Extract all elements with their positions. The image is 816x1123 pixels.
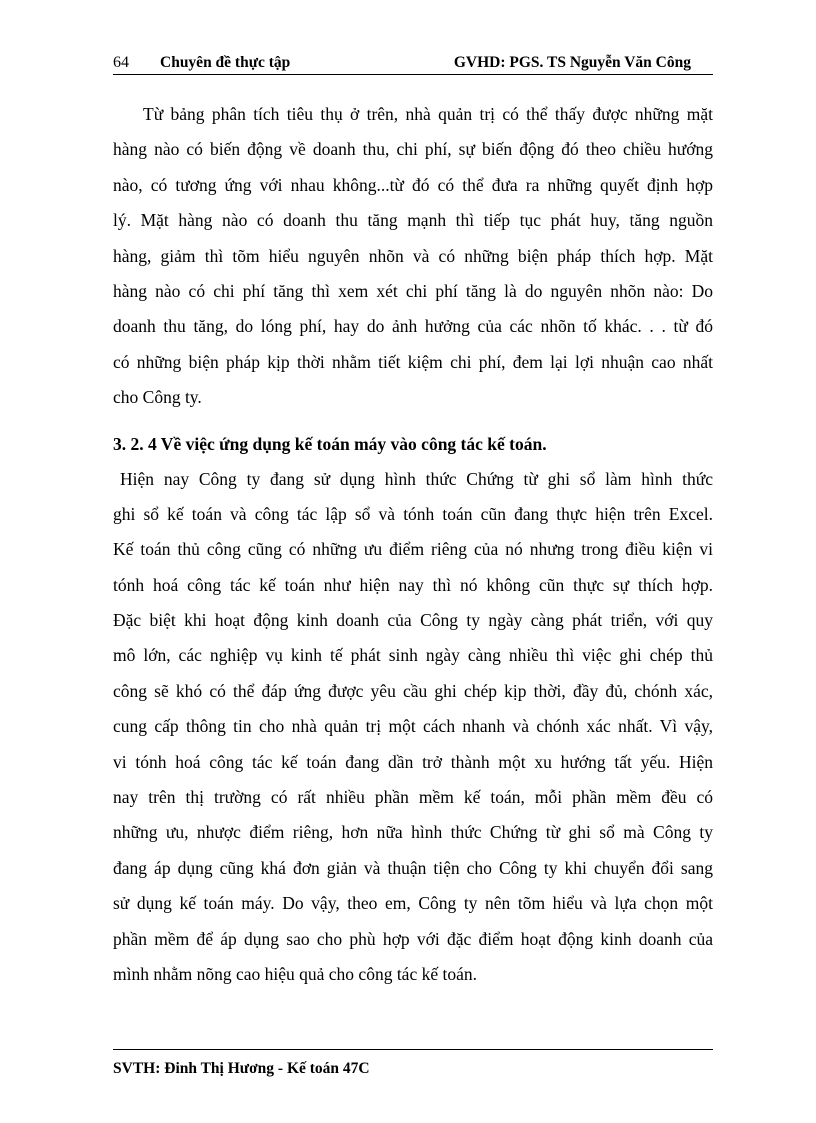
page-number: 64 <box>113 54 129 71</box>
paragraph-line: nay trên thị trường có rất nhiều phần mềm kế toán, mỗi phần mềm đều có <box>113 787 713 808</box>
paragraph-line: đang áp dụng cũng khá đơn giản và thuận tiện cho Công ty khi chuyển đổi sang <box>113 857 713 878</box>
paragraph-line: những ưu, nhược điểm riêng, hơn nữa hình thức Chứng từ ghi sổ mà Công ty <box>113 822 713 843</box>
advisor-name: GVHD: PGS. TS Nguyễn Văn Công <box>453 54 691 71</box>
paragraph-line: nào, có tương ứng với nhau không...từ đó có thể đưa ra những quyết định hợp <box>113 174 713 195</box>
paragraph-line: hàng, giảm thì tõm hiểu nguyên nhõn và có những biện pháp thích hợp. Mặt <box>113 245 713 266</box>
paragraph-line: ghi sổ kế toán và công tác lập sổ và tónh toán cũn đang thực hiện trên Excel. <box>113 503 713 524</box>
page-footer <box>113 1049 713 1078</box>
paragraph-line: phần mềm để áp dụng sao cho phù hợp với đặc điểm hoạt động kinh doanh của <box>113 928 713 949</box>
paragraph-line: cho Công ty. <box>113 387 202 408</box>
page-header <box>113 52 713 75</box>
document-subject: Chuyên đề thực tập <box>160 54 291 71</box>
paragraph-line: tónh hoá công tác kế toán như hiện nay thì nó không cũn thực sự thích hợp. <box>113 574 713 595</box>
paragraph-line: mình nhằm nõng cao hiệu quả cho công tác kế toán. <box>113 963 477 984</box>
paragraph-line: Từ bảng phân tích tiêu thụ ở trên, nhà quản trị có thể thấy được những mặt <box>143 104 713 124</box>
paragraph-line: lý. Mặt hàng nào có doanh thu tăng mạnh thì tiếp tục phát huy, tăng nguồn <box>113 210 713 231</box>
document-body <box>113 97 713 992</box>
paragraph-line: Hiện nay Công ty đang sử dụng hình thức Chứng từ ghi sổ làm hình thức <box>120 468 713 489</box>
paragraph-line: vi tónh hoá công tác kế toán đang dần trở thành một xu hướng tất yếu. Hiện <box>113 751 713 772</box>
paragraph-line: Đặc biệt khi hoạt động kinh doanh của Công ty ngày càng phát triển, với quy <box>113 610 713 631</box>
paragraph-line: Kế toán thủ công cũng có những ưu điểm riêng của nó nhưng trong điều kiện vi <box>113 539 713 560</box>
paragraph-line: sử dụng kế toán máy. Do vậy, theo em, Công ty nên tõm hiểu và lựa chọn một <box>113 893 713 914</box>
paragraph-line: doanh thu tăng, do lóng phí, hay do ảnh hưởng của các nhõn tố khác. . . từ đó <box>113 316 713 337</box>
paragraph-line: cung cấp thông tin cho nhà quản trị một cách nhanh và chónh xác nhất. Vì vậy, <box>113 716 713 737</box>
paragraph-line: công sẽ khó có thể đáp ứng được yêu cầu ghi chép kịp thời, đầy đủ, chónh xác, <box>113 680 713 701</box>
paragraph-line: hàng nào có biến động về doanh thu, chi phí, sự biến động đó theo chiều hướng <box>113 139 713 160</box>
paragraph-line: có những biện pháp kịp thời nhằm tiết kiệm chi phí, đem lại lợi nhuận cao nhất <box>113 351 713 372</box>
section-heading: 3. 2. 4 Về việc ứng dụng kế toán máy vào công tác kế toán. <box>113 433 547 454</box>
student-author: SVTH: Đinh Thị Hương - Kế toán 47C <box>113 1060 370 1077</box>
paragraph-line: hàng nào có chi phí tăng thì xem xét chi phí tăng là do nguyên nhõn nào: Do <box>113 280 713 301</box>
paragraph-line: mô lớn, các nghiệp vụ kinh tế phát sinh ngày càng nhiều thì việc ghi chép thủ <box>113 645 713 666</box>
paragraph-accounting-software <box>113 462 713 993</box>
paragraph-analysis <box>113 97 713 416</box>
